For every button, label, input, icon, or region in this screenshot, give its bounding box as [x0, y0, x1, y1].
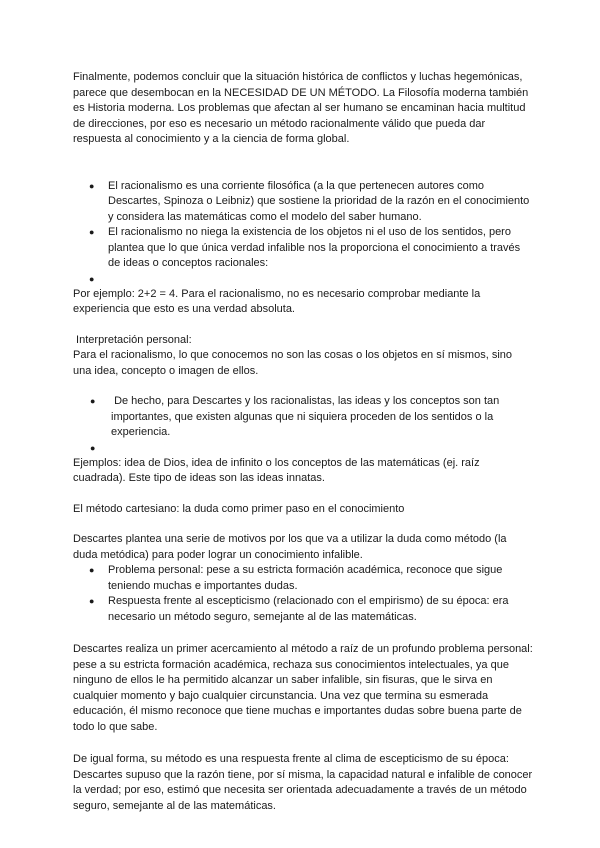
- list-item: ● Problema personal: pese a su estricta formación académica, reconoce que sigue teniendo muchas e importantes dudas.: [89, 564, 503, 592]
- list-item: ● El racionalismo es una corriente filosófica (a la que pertenecen autores como Descartes, Spinoza o Leibniz) que sostiene la prioridad de la razón en el conocimiento y considera las matemáticas como el modelo del saber humano.: [89, 179, 530, 223]
- bullet-icon: ●: [89, 227, 95, 237]
- list-item: ● El racionalismo no niega la existencia de los objetos ni el uso de los sentidos, pero plantea que lo que única verdad infalible nos la proporciona el conocimiento a través de ideas o conceptos racionales:: [89, 226, 521, 269]
- list-item-empty: [73, 272, 533, 287]
- document-page: [73, 70, 533, 814]
- intro-paragraph: Finalmente, podemos concluir que la situación histórica de conflictos y luchas hegemónicas, parece que desembocan en la NECESIDAD DE UN MÉTODO. La Filosofía moderna también es Historia moderna. Los problemas que afectan al ser humano se encaminan hacia multitud de direcciones, por eso es necesario un método racionalmente válido que pueda dar respuesta al conocimiento y a la ciencia de forma global.: [73, 71, 529, 145]
- personal-problem-paragraph: Descartes realiza un primer acercamiento al método a raíz de un profundo problema personal: pese a su estricta formación académica, rechaza sus conocimientos intelectuales, ya que ninguno de ellos le ha permitido alcanzar un saber infalible, sin fisuras, que le sirva en cualquier momento y bajo cualquier circunstancia. Una vez que termina su esmerada educación, él mismo reconoce que tiene muchas e importantes dudas sobre buena parte de todo lo que sabe.: [73, 643, 533, 733]
- list-item-empty: [73, 441, 533, 456]
- bullet-icon: ●: [89, 596, 95, 606]
- skepticism-paragraph: De igual forma, su método es una respuesta frente al clima de escepticismo de su época: Descartes supuso que la razón tiene, por sí misma, la capacidad natural e infalible de conocer la verdad; por eso, estimó que necesita ser orientada adecuadamente a través de un método seguro, semejante al de las matemáticas.: [73, 753, 533, 812]
- interpretation-paragraph: Para el racionalismo, lo que conocemos no son las cosas o los objetos en sí mismos, sino una idea, concepto o imagen de ellos.: [73, 349, 512, 377]
- list-item: ● De hecho, para Descartes y los racionalistas, las ideas y los conceptos son tan importantes, que existen algunas que ni siquiera proceden de los sentidos o la experiencia.: [90, 395, 503, 438]
- list-item: ● Respuesta frente al escepticismo (relacionado con el empirismo) de su época: era necesario un método seguro, semejante al de las matemáticas.: [89, 595, 509, 623]
- interpretation-heading: Interpretación personal:: [73, 333, 192, 346]
- motives-list: [73, 563, 533, 625]
- bullet-icon: ●: [90, 442, 96, 453]
- bullet-icon: ●: [89, 565, 95, 575]
- examples-paragraph: Ejemplos: idea de Dios, idea de infinito o los conceptos de las matemáticas (ej. raíz cuadrada). Este tipo de ideas son las ideas innatas.: [73, 456, 480, 484]
- bullet-icon: ●: [89, 273, 95, 284]
- example-paragraph: Por ejemplo: 2+2 = 4. Para el racionalismo, no es necesario comprobar mediante la experiencia que esto es una verdad absoluta.: [73, 287, 481, 315]
- method-intro-paragraph: Descartes plantea una serie de motivos por los que va a utilizar la duda como método (la duda metódica) para poder lograr un conocimiento infalible.: [73, 533, 507, 561]
- ideas-list: [73, 394, 533, 456]
- section-title: El método cartesiano: la duda como primer paso en el conocimiento: [73, 502, 405, 515]
- rationalism-list: [73, 179, 533, 287]
- bullet-icon: ●: [89, 180, 95, 191]
- bullet-icon: ●: [90, 396, 96, 406]
